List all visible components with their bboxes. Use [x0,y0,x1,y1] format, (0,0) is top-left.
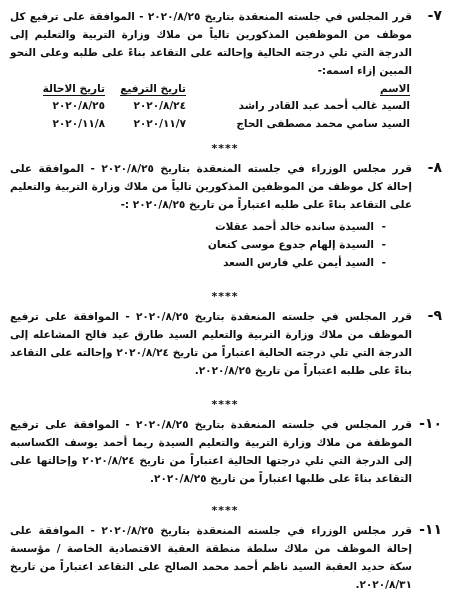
decision-text: قرر مجلس الوزراء في جلسته المنعقدة بتاريخ ٢٠٢٠/٨/٢٥ - الموافقة على إحالة كل موظف من الموظفين المذكورين تالياً من ملاك وزارة التربية والتعليم على التقاعد بناءً على طلبه اعتباراً من تاريخ ٢٠٢٠/٨/٢٥ :- [10,163,412,211]
decision-item-8 [10,160,442,272]
column-header-retirement-date: تاريخ الاحالة [42,83,105,95]
separator-stars: **** [211,504,239,517]
cell-name: السيد سامي محمد مصطفى الحاج [236,118,410,130]
decision-text: قرر المجلس في جلسته المنعقدة بتاريخ ٢٠٢٠/٨/٢٥ - الموافقة على ترفيع الموظف من ملاك وزارة التربية والتعليم السيد طارق عيد فالح المشاعله إلى الدرجة التي تلي درجته الحالية اعتباراً من تاريخ ٢٠٢٠/٨/٢٤ وإحالته على التقاعد بناءً على طلبه اعتباراً من تاريخ ٢٠٢٠/٨/٢٥. [10,311,412,377]
cell-promotion-date: ٢٠٢٠/٨/٢٤ [133,100,186,112]
decision-text: قرر المجلس في جلسته المنعقدة بتاريخ ٢٠٢٠/٨/٢٥ - الموافقة على ترفيع كل موظف من الموظفين المذكورين تالياً من ملاك وزارة التربية والتعليم إلى الدرجة التي تلي درجته الحالية وإحالته على التقاعد بناءً على طلبه وعلى النحو المبين إزاء اسمه:- [10,11,412,77]
list-item: - السيدة سانده خالد أحمد عقلات [10,218,386,236]
decision-item-7 [10,8,442,133]
cell-retirement-date: ٢٠٢٠/١١/٨ [52,118,105,130]
list-item: - السيدة إلهام جدوع موسى كنعان [10,236,386,254]
names-list [10,218,386,272]
item-number: -٨ [427,160,442,176]
separator-stars: **** [211,290,239,303]
list-item: - السيد أيمن علي فارس السعد [10,254,386,272]
separator-stars: **** [211,142,239,155]
item-number: -١١ [419,522,442,538]
decision-item-9 [10,308,442,380]
cell-promotion-date: ٢٠٢٠/١١/٧ [133,118,186,130]
item-number: -٩ [427,308,442,324]
separator-stars: **** [211,398,239,411]
item-number: -١٠ [419,416,442,432]
item-number: -٧ [427,8,442,24]
column-header-promotion-date: تاريخ الترفيع [120,83,186,95]
names-table [30,80,412,133]
table-header-row [30,80,412,97]
column-header-name: الاسم [380,83,410,95]
decision-item-10 [10,416,442,488]
cell-name: السيد غالب أحمد عبد القادر راشد [238,100,410,112]
decision-text: قرر المجلس في جلسته المنعقدة بتاريخ ٢٠٢٠/٨/٢٥ - الموافقة على ترفيع الموظفة من ملاك وزارة التربية والتعليم السيدة ريما أحمد يوسف الكساسبه إلى الدرجة التي تلي درجتها الحالية اعتباراً من تاريخ ٢٠٢٠/٨/٢٤ وإحالتها على التقاعد بناءً على طلبها اعتباراً من تاريخ ٢٠٢٠/٨/٢٥. [10,419,412,485]
cell-retirement-date: ٢٠٢٠/٨/٢٥ [52,100,105,112]
table-row [30,97,412,115]
decision-item-11 [10,522,442,594]
decision-text: قرر مجلس الوزراء في جلسته المنعقدة بتاريخ ٢٠٢٠/٨/٢٥ - الموافقة على إحالة الموظف من ملاك سلطة منطقة العقبة الاقتصادية الخاصة / مؤسسة سكة حديد العقبة السيد ناظم أحمد محمد الصالح على التقاعد اعتباراً من تاريخ ٢٠٢٠/٨/٣١. [10,525,412,591]
table-row [30,115,412,133]
